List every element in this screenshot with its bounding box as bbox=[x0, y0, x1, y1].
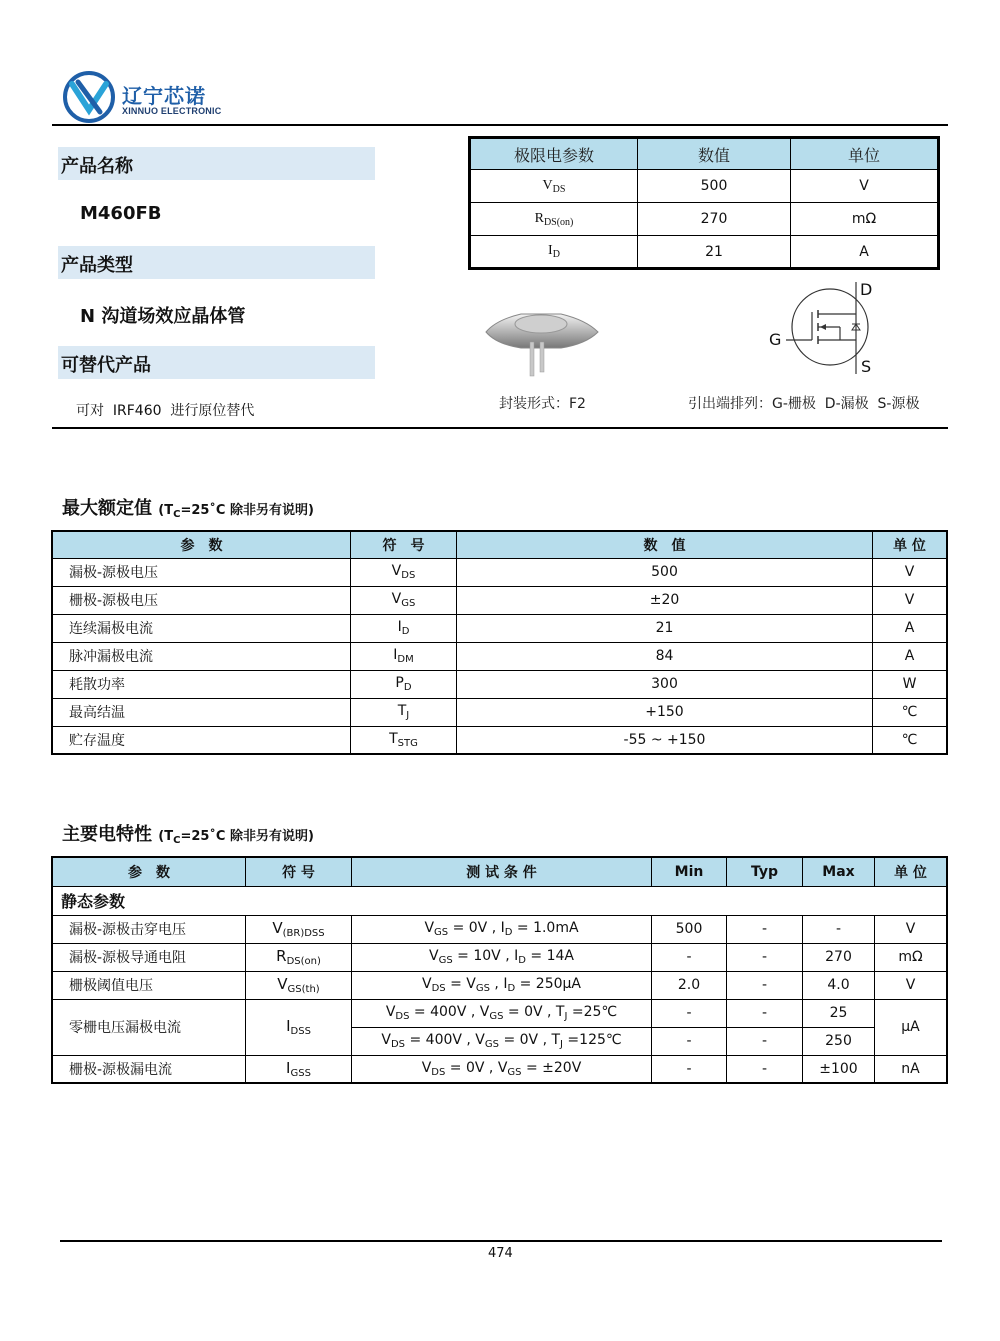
test-condition: $V_{DS} = 400V$ , $V_{GS} = 0V$ , $T_J$ =125℃ bbox=[352, 1027, 652, 1055]
param-symbol: $R_{DS(on)}$ bbox=[246, 943, 352, 971]
package-caption: 封装形式：F2 bbox=[499, 396, 586, 412]
test-condition: $V_{GS} = 10V$ , $I_D = 14A$ bbox=[352, 943, 652, 971]
param-symbol: $V_{GS(th)}$ bbox=[246, 971, 352, 999]
param-symbol: $T_J$ bbox=[351, 698, 457, 726]
table-row bbox=[52, 726, 947, 754]
alternative-product-value: 可对 IRF460 进行原位替代 bbox=[76, 403, 255, 419]
limit-symbol: $V_{DS}$ bbox=[470, 170, 638, 203]
product-type-value: N 沟道场效应晶体管 bbox=[80, 306, 246, 327]
param-unit: A bbox=[873, 642, 948, 670]
limit-header-unit: 单位 bbox=[791, 138, 939, 170]
max-ratings-title: 最大额定值 ($T_C=25˚C$ 除非另有说明) bbox=[62, 498, 314, 520]
param-unit: A bbox=[873, 614, 948, 642]
product-name-label: 产品名称 bbox=[61, 156, 133, 177]
header-unit: 单 位 bbox=[875, 857, 948, 886]
param-symbol: $I_{DSS}$ bbox=[246, 999, 352, 1055]
param-name: 漏极-源极击穿电压 bbox=[52, 915, 246, 943]
param-symbol: $V_{GS}$ bbox=[351, 586, 457, 614]
limit-parameters-table bbox=[468, 136, 940, 270]
limit-header-value: 数值 bbox=[638, 138, 791, 170]
package-f2-icon bbox=[466, 300, 616, 380]
table-row bbox=[52, 915, 947, 943]
min-value: 500 bbox=[652, 915, 727, 943]
min-value: 2.0 bbox=[652, 971, 727, 999]
table-row bbox=[52, 614, 947, 642]
header-symbol: 符 号 bbox=[246, 857, 352, 886]
param-name: 耗散功率 bbox=[52, 670, 351, 698]
pin-g-label: G bbox=[769, 330, 782, 349]
table-row bbox=[52, 558, 947, 586]
header-divider bbox=[52, 124, 948, 126]
limit-unit: A bbox=[791, 236, 939, 269]
logo-chinese-name: 辽宁芯诺 bbox=[122, 84, 206, 108]
page-number: 474 bbox=[488, 1246, 513, 1261]
table-row bbox=[52, 642, 947, 670]
header-unit: 单 位 bbox=[873, 531, 948, 558]
param-unit: V bbox=[873, 558, 948, 586]
static-params-label: 静态参数 bbox=[52, 886, 947, 915]
limit-symbol: $I_D$ bbox=[470, 236, 638, 269]
product-type-label: 产品类型 bbox=[61, 255, 133, 276]
table-row bbox=[52, 999, 947, 1027]
param-name: 栅极-源极电压 bbox=[52, 586, 351, 614]
pin-d-label: D bbox=[860, 280, 873, 299]
param-value: 84 bbox=[457, 642, 873, 670]
table-row bbox=[470, 170, 939, 203]
header-param: 参 数 bbox=[52, 531, 351, 558]
limit-value: 21 bbox=[638, 236, 791, 269]
typ-value: - bbox=[727, 943, 803, 971]
header-value: 数 值 bbox=[457, 531, 873, 558]
max-ratings-table bbox=[51, 530, 948, 755]
section-divider bbox=[52, 427, 948, 429]
unit: V bbox=[875, 915, 948, 943]
header-condition: 测 试 条 件 bbox=[352, 857, 652, 886]
max-value: 4.0 bbox=[803, 971, 875, 999]
param-value: -55 ~ +150 bbox=[457, 726, 873, 754]
param-name: 漏极-源极导通电阻 bbox=[52, 943, 246, 971]
max-value: 250 bbox=[803, 1027, 875, 1055]
param-value: 21 bbox=[457, 614, 873, 642]
param-symbol: $T_{STG}$ bbox=[351, 726, 457, 754]
test-condition: $V_{DS} = 400V$ , $V_{GS} = 0V$ , $T_J$ =25℃ bbox=[352, 999, 652, 1027]
param-value: ±20 bbox=[457, 586, 873, 614]
param-name: 栅极阈值电压 bbox=[52, 971, 246, 999]
electrical-table bbox=[51, 856, 948, 1084]
electrical-header-row bbox=[52, 857, 947, 886]
max-value: 25 bbox=[803, 999, 875, 1027]
limit-unit: V bbox=[791, 170, 939, 203]
limit-table-header-row bbox=[470, 138, 939, 170]
test-condition: $V_{DS} = 0V$ , $V_{GS} = \pm 20V$ bbox=[352, 1055, 652, 1083]
limit-value: 270 bbox=[638, 203, 791, 236]
limit-unit: mΩ bbox=[791, 203, 939, 236]
param-symbol: $V_{(BR)DSS}$ bbox=[246, 915, 352, 943]
min-value: - bbox=[652, 1055, 727, 1083]
table-row bbox=[470, 203, 939, 236]
param-symbol: $V_{DS}$ bbox=[351, 558, 457, 586]
product-name-value: M460FB bbox=[80, 203, 162, 224]
pin-s-label: S bbox=[861, 357, 872, 376]
param-symbol: $I_{DM}$ bbox=[351, 642, 457, 670]
param-unit: W bbox=[873, 670, 948, 698]
param-name: 栅极-源极漏电流 bbox=[52, 1055, 246, 1083]
test-condition: $V_{GS} = 0V$ , $I_D = 1.0mA$ bbox=[352, 915, 652, 943]
logo-english-name: XINNUO ELECTRONIC bbox=[122, 106, 222, 116]
min-value: - bbox=[652, 999, 727, 1027]
max-ratings-header-row bbox=[52, 531, 947, 558]
max-value: ±100 bbox=[803, 1055, 875, 1083]
company-logo bbox=[62, 70, 232, 124]
header-typ: Typ bbox=[727, 857, 803, 886]
header-symbol: 符 号 bbox=[351, 531, 457, 558]
limit-header-param: 极限电参数 bbox=[470, 138, 638, 170]
table-row bbox=[52, 943, 947, 971]
product-type-bar bbox=[58, 246, 375, 279]
param-symbol: $P_D$ bbox=[351, 670, 457, 698]
typ-value: - bbox=[727, 1027, 803, 1055]
min-value: - bbox=[652, 1027, 727, 1055]
param-name: 漏极-源极电压 bbox=[52, 558, 351, 586]
unit: V bbox=[875, 971, 948, 999]
param-symbol: $I_{GSS}$ bbox=[246, 1055, 352, 1083]
electrical-title: 主要电特性 ($T_C=25˚C$ 除非另有说明) bbox=[62, 824, 314, 846]
alternative-product-label: 可替代产品 bbox=[61, 355, 151, 376]
param-value: +150 bbox=[457, 698, 873, 726]
min-value: - bbox=[652, 943, 727, 971]
param-name: 贮存温度 bbox=[52, 726, 351, 754]
unit: mΩ bbox=[875, 943, 948, 971]
test-condition: $V_{DS} = V_{GS}$ , $I_D = 250\mu A$ bbox=[352, 971, 652, 999]
header-param: 参 数 bbox=[52, 857, 246, 886]
table-row bbox=[470, 236, 939, 269]
param-name: 连续漏极电流 bbox=[52, 614, 351, 642]
param-value: 300 bbox=[457, 670, 873, 698]
typ-value: - bbox=[727, 999, 803, 1027]
param-name: 最高结温 bbox=[52, 698, 351, 726]
param-name: 脉冲漏极电流 bbox=[52, 642, 351, 670]
table-row bbox=[52, 1055, 947, 1083]
alternative-product-bar bbox=[58, 346, 375, 379]
header-min: Min bbox=[652, 857, 727, 886]
max-value: - bbox=[803, 915, 875, 943]
unit: nA bbox=[875, 1055, 948, 1083]
limit-symbol: $R_{DS(on)}$ bbox=[470, 203, 638, 236]
typ-value: - bbox=[727, 915, 803, 943]
footer-divider bbox=[60, 1240, 942, 1242]
header-max: Max bbox=[803, 857, 875, 886]
table-row bbox=[52, 670, 947, 698]
logo-emblem-icon bbox=[62, 70, 116, 124]
typ-value: - bbox=[727, 1055, 803, 1083]
table-row bbox=[52, 971, 947, 999]
param-symbol: $I_D$ bbox=[351, 614, 457, 642]
table-row bbox=[52, 586, 947, 614]
pin-arrangement-caption: 引出端排列：G-栅极 D-漏极 S-源极 bbox=[688, 396, 920, 412]
param-name: 零栅电压漏极电流 bbox=[52, 999, 246, 1055]
max-value: 270 bbox=[803, 943, 875, 971]
param-unit: V bbox=[873, 586, 948, 614]
typ-value: - bbox=[727, 971, 803, 999]
limit-value: 500 bbox=[638, 170, 791, 203]
param-value: 500 bbox=[457, 558, 873, 586]
section-row bbox=[52, 886, 947, 915]
param-unit: ℃ bbox=[873, 698, 948, 726]
param-unit: ℃ bbox=[873, 726, 948, 754]
product-name-bar bbox=[58, 147, 375, 180]
unit: μA bbox=[875, 999, 948, 1055]
table-row bbox=[52, 698, 947, 726]
